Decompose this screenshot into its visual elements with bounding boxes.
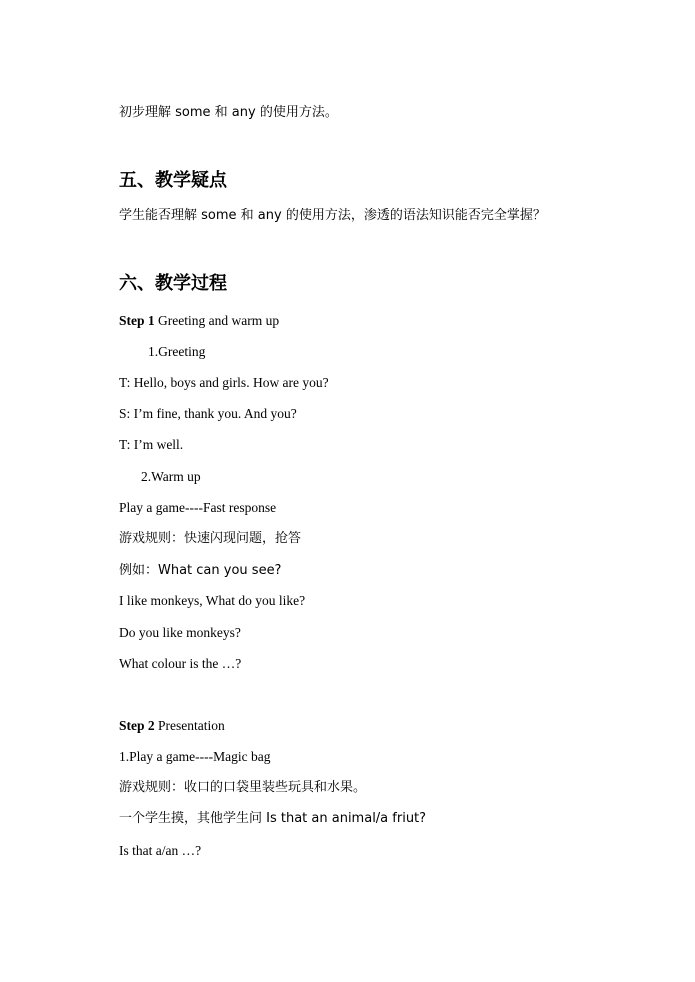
step-2-line-1: 一个学生摸，其他学生问 Is that an animal/a friut? <box>119 811 427 826</box>
step-2-game: 1.Play a game----Magic bag <box>119 749 271 764</box>
step-2-line-2: Is that a/an …? <box>119 843 202 858</box>
section-6-heading: 六、教学过程 <box>119 273 227 294</box>
dialog-line: T: Hello, boys and girls. How are you? <box>119 375 329 390</box>
section-5-body: 学生能否理解 some 和 any 的使用方法，渗透的语法知识能否完全掌握？ <box>119 208 546 223</box>
example-line: What colour is the …? <box>119 656 242 671</box>
step-2-title: Presentation <box>154 718 225 733</box>
dialog-line: S: I’m fine, thank you. And you? <box>119 406 297 421</box>
example-line: Do you like monkeys? <box>119 625 241 640</box>
step-1-rules: 游戏规则：快速闪现问题，抢答 <box>119 531 302 546</box>
step-2-line <box>119 717 225 735</box>
step-1-sub-greeting: 1.Greeting <box>148 344 206 359</box>
step-1-sub-warmup: 2.Warm up <box>141 469 201 484</box>
step-1-label: Step 1 <box>119 313 155 328</box>
example-line: I like monkeys, What do you like? <box>119 593 306 608</box>
step-1-game: Play a game----Fast response <box>119 500 277 515</box>
section-5-heading: 五、教学疑点 <box>119 170 227 191</box>
step-1-line <box>119 312 279 330</box>
step-2-label: Step 2 <box>119 718 155 733</box>
dialog-line: T: I’m well. <box>119 437 184 452</box>
step-1-title: Greeting and warm up <box>154 313 280 328</box>
intro-paragraph: 初步理解 some 和 any 的使用方法。 <box>119 105 338 120</box>
example-line: 例如：What can you see? <box>119 563 282 578</box>
step-2-rules: 游戏规则：收口的口袋里装些玩具和水果。 <box>119 780 367 795</box>
